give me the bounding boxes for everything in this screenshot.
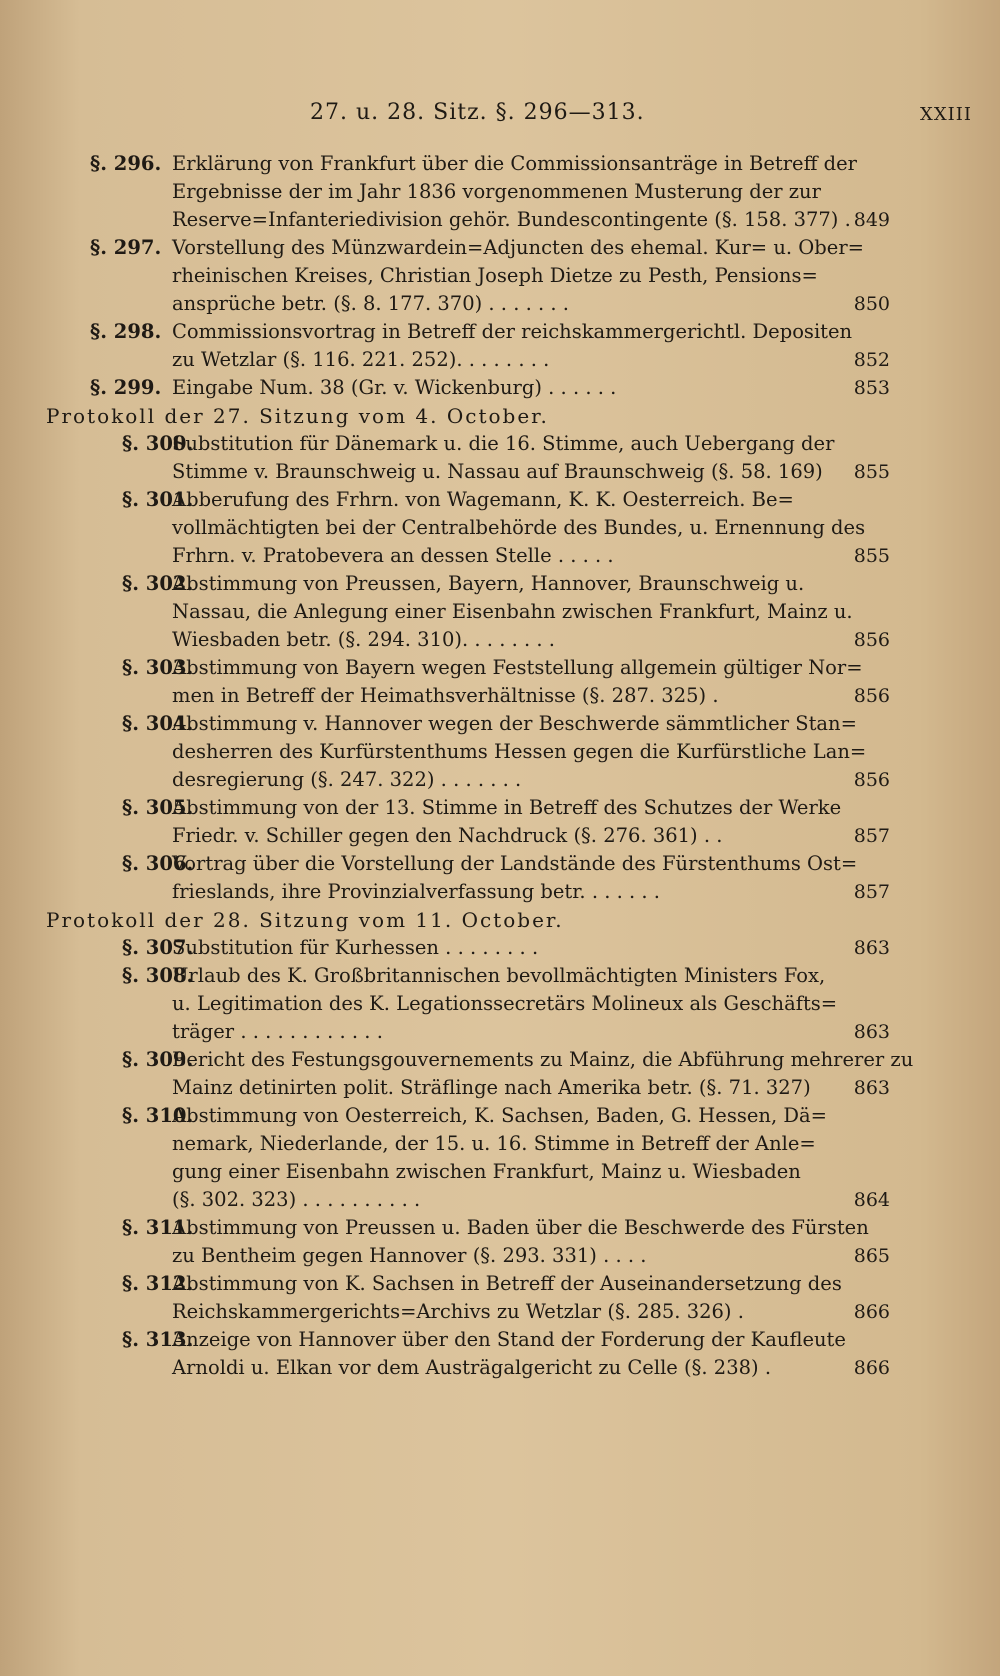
- toc-entry: [0, 234, 1000, 318]
- section-number: §. 307.: [122, 936, 194, 959]
- entry-line: men in Betreff der Heimathsverhältnisse (§. 287. 325) .: [172, 684, 719, 707]
- entry-line: frieslands, ihre Provinzialverfassung betr. . . . . . .: [172, 880, 661, 903]
- page-reference: 863: [853, 1021, 890, 1043]
- entry-line: Anzeige von Hannover über den Stand der Forderung der Kaufleute: [172, 1328, 846, 1351]
- entry-text: [172, 318, 853, 374]
- toc-entry: [0, 430, 1000, 486]
- entry-text: [172, 962, 850, 1046]
- page-reference: 857: [853, 881, 890, 903]
- entry-line: Abstimmung von Preussen, Bayern, Hannover, Braunschweig u.: [172, 572, 805, 595]
- toc-entry: [0, 1270, 1000, 1326]
- page-reference: 855: [853, 545, 890, 567]
- entry-line: gung einer Eisenbahn zwischen Frankfurt, Mainz u. Wiesbaden: [172, 1160, 801, 1183]
- section-number: §. 301.: [122, 488, 194, 511]
- entry-text: [172, 150, 857, 234]
- entry-line: Abstimmung von Preussen u. Baden über die Beschwerde des Fürsten: [172, 1216, 869, 1239]
- entry-line: Reserve=Infanteriedivision gehör. Bundescontingente (§. 158. 377) .: [172, 208, 851, 231]
- entry-line: Abstimmung v. Hannover wegen der Beschwerde sämmtlicher Stan=: [172, 712, 857, 735]
- toc-entry: [0, 1046, 1000, 1102]
- entry-line: desherren des Kurfürstenthums Hessen gegen die Kurfürstliche Lan=: [172, 740, 867, 763]
- entry-line: Arnoldi u. Elkan vor dem Austrägalgericht zu Celle (§. 238) .: [172, 1356, 772, 1379]
- page-header: [0, 100, 1000, 130]
- protocol-heading: Protokoll der 28. Sitzung vom 11. October.: [46, 908, 564, 932]
- section-number: §. 297.: [90, 236, 162, 259]
- section-number: §. 300.: [122, 432, 194, 455]
- entry-line: Vortrag über die Vorstellung der Landstände des Fürstenthums Ost=: [172, 852, 858, 875]
- toc-entry: [0, 374, 1000, 402]
- entry-text: [172, 1102, 850, 1214]
- page-number-roman: XXIII: [920, 104, 972, 125]
- entry-line: Commissionsvortrag in Betreff der reichskammergerichtl. Depositen: [172, 320, 853, 343]
- protocol-heading: Protokoll der 27. Sitzung vom 4. October.: [46, 404, 549, 428]
- entry-line: nemark, Niederlande, der 15. u. 16. Stimme in Betreff der Anle=: [172, 1132, 816, 1155]
- toc-entry: [0, 850, 1000, 906]
- section-number: §. 305.: [122, 796, 194, 819]
- entry-line: Stimme v. Braunschweig u. Nassau auf Braunschweig (§. 58. 169): [172, 460, 823, 483]
- toc-entry: [0, 794, 1000, 850]
- entry-text: [172, 850, 858, 906]
- toc-entry: [0, 710, 1000, 794]
- toc-entry: [0, 962, 1000, 1046]
- section-number: §. 311.: [122, 1216, 194, 1239]
- entry-line: Erklärung von Frankfurt über die Commissionsanträge in Betreff der: [172, 152, 857, 175]
- entry-line: (§. 302. 323) . . . . . . . . . .: [172, 1188, 421, 1211]
- entry-line: Bericht des Festungsgouvernements zu Mainz, die Abführung mehrerer zu: [172, 1048, 914, 1071]
- page-reference: 857: [853, 825, 890, 847]
- section-number: §. 313.: [122, 1328, 194, 1351]
- section-number: §. 309.: [122, 1048, 194, 1071]
- toc-entry: [0, 654, 1000, 710]
- toc-entry: [0, 570, 1000, 654]
- section-number: §. 299.: [90, 376, 162, 399]
- entry-line: zu Wetzlar (§. 116. 221. 252). . . . . . . .: [172, 348, 550, 371]
- entry-line: Eingabe Num. 38 (Gr. v. Wickenburg) . . . . . .: [172, 376, 617, 399]
- entry-text: [172, 934, 850, 962]
- entry-line: ansprüche betr. (§. 8. 177. 370) . . . . . . .: [172, 292, 569, 315]
- entry-line: Abstimmung von K. Sachsen in Betreff der Auseinandersetzung des: [172, 1272, 842, 1295]
- toc-entry: [0, 934, 1000, 962]
- section-number: §. 302.: [122, 572, 194, 595]
- page-reference: 856: [853, 769, 890, 791]
- entry-text: [172, 654, 863, 710]
- entry-line: desregierung (§. 247. 322) . . . . . . .: [172, 768, 522, 791]
- entry-text: [172, 1326, 850, 1382]
- section-number: §. 308.: [122, 964, 194, 987]
- entry-line: Mainz detinirten polit. Sträflinge nach Amerika betr. (§. 71. 327): [172, 1076, 811, 1099]
- entry-line: Abstimmung von Oesterreich, K. Sachsen, Baden, G. Hessen, Dä=: [172, 1104, 827, 1127]
- entry-text: [172, 794, 850, 850]
- page-reference: 865: [853, 1245, 890, 1267]
- entry-line: Vorstellung des Münzwardein=Adjuncten des ehemal. Kur= u. Ober=: [172, 236, 864, 259]
- entry-line: Nassau, die Anlegung einer Eisenbahn zwischen Frankfurt, Mainz u.: [172, 600, 853, 623]
- section-number: §. 296.: [90, 152, 162, 175]
- entry-text: [172, 1214, 869, 1270]
- section-number: §. 312.: [122, 1272, 194, 1295]
- entry-line: träger . . . . . . . . . . . .: [172, 1020, 383, 1043]
- entry-text: [172, 570, 853, 654]
- page-reference: 866: [853, 1301, 890, 1323]
- page-reference: 856: [853, 685, 890, 707]
- section-number: §. 310.: [122, 1104, 194, 1127]
- entry-line: Abberufung des Frhrn. von Wagemann, K. K. Oesterreich. Be=: [172, 488, 794, 511]
- entry-line: Wiesbaden betr. (§. 294. 310). . . . . . . .: [172, 628, 555, 651]
- entry-line: Ergebnisse der im Jahr 1836 vorgenommenen Musterung der zur: [172, 180, 821, 203]
- page-reference: 850: [853, 293, 890, 315]
- entry-line: zu Bentheim gegen Hannover (§. 293. 331) . . . .: [172, 1244, 647, 1267]
- page-reference: 863: [853, 1077, 890, 1099]
- page-reference: 849: [853, 209, 890, 231]
- entry-line: Frhrn. v. Pratobevera an dessen Stelle . . . . .: [172, 544, 614, 567]
- toc-entry: [0, 486, 1000, 570]
- entry-line: vollmächtigten bei der Centralbehörde des Bundes, u. Ernennung des: [172, 516, 866, 539]
- entry-text: [172, 486, 866, 570]
- entry-line: Reichskammergerichts=Archivs zu Wetzlar (§. 285. 326) .: [172, 1300, 744, 1323]
- toc-entry: [0, 1326, 1000, 1382]
- entry-text: [172, 374, 850, 402]
- entry-text: [172, 710, 867, 794]
- entry-text: [172, 1270, 850, 1326]
- entry-line: Friedr. v. Schiller gegen den Nachdruck (§. 276. 361) . .: [172, 824, 723, 847]
- toc-entry: [0, 150, 1000, 234]
- entry-line: Abstimmung von der 13. Stimme in Betreff des Schutzes der Werke: [172, 796, 842, 819]
- page-reference: 853: [853, 377, 890, 399]
- page-reference: 866: [853, 1357, 890, 1379]
- entry-text: [172, 430, 850, 486]
- entry-line: Urlaub des K. Großbritannischen bevollmächtigten Ministers Fox,: [172, 964, 826, 987]
- entry-line: u. Legitimation des K. Legationssecretärs Molineux als Geschäfts=: [172, 992, 838, 1015]
- page-reference: 856: [853, 629, 890, 651]
- entry-line: Substitution für Dänemark u. die 16. Stimme, auch Uebergang der: [172, 432, 835, 455]
- section-number: §. 306.: [122, 852, 194, 875]
- page-reference: 863: [853, 937, 890, 959]
- table-of-contents: [0, 150, 1000, 1382]
- page-reference: 852: [853, 349, 890, 371]
- section-number: §. 303.: [122, 656, 194, 679]
- toc-entry: [0, 1214, 1000, 1270]
- section-number: §. 298.: [90, 320, 162, 343]
- entry-line: Substitution für Kurhessen . . . . . . . .: [172, 936, 539, 959]
- page-reference: 855: [853, 461, 890, 483]
- page-reference: 864: [853, 1189, 890, 1211]
- toc-entry: [0, 318, 1000, 374]
- toc-entry: [0, 1102, 1000, 1214]
- section-number: §. 304.: [122, 712, 194, 735]
- entry-text: [172, 234, 864, 318]
- running-title: 27. u. 28. Sitz. §. 296—313.: [310, 100, 645, 125]
- entry-line: Abstimmung von Bayern wegen Feststellung allgemein gültiger Nor=: [172, 656, 863, 679]
- entry-line: rheinischen Kreises, Christian Joseph Dietze zu Pesth, Pensions=: [172, 264, 818, 287]
